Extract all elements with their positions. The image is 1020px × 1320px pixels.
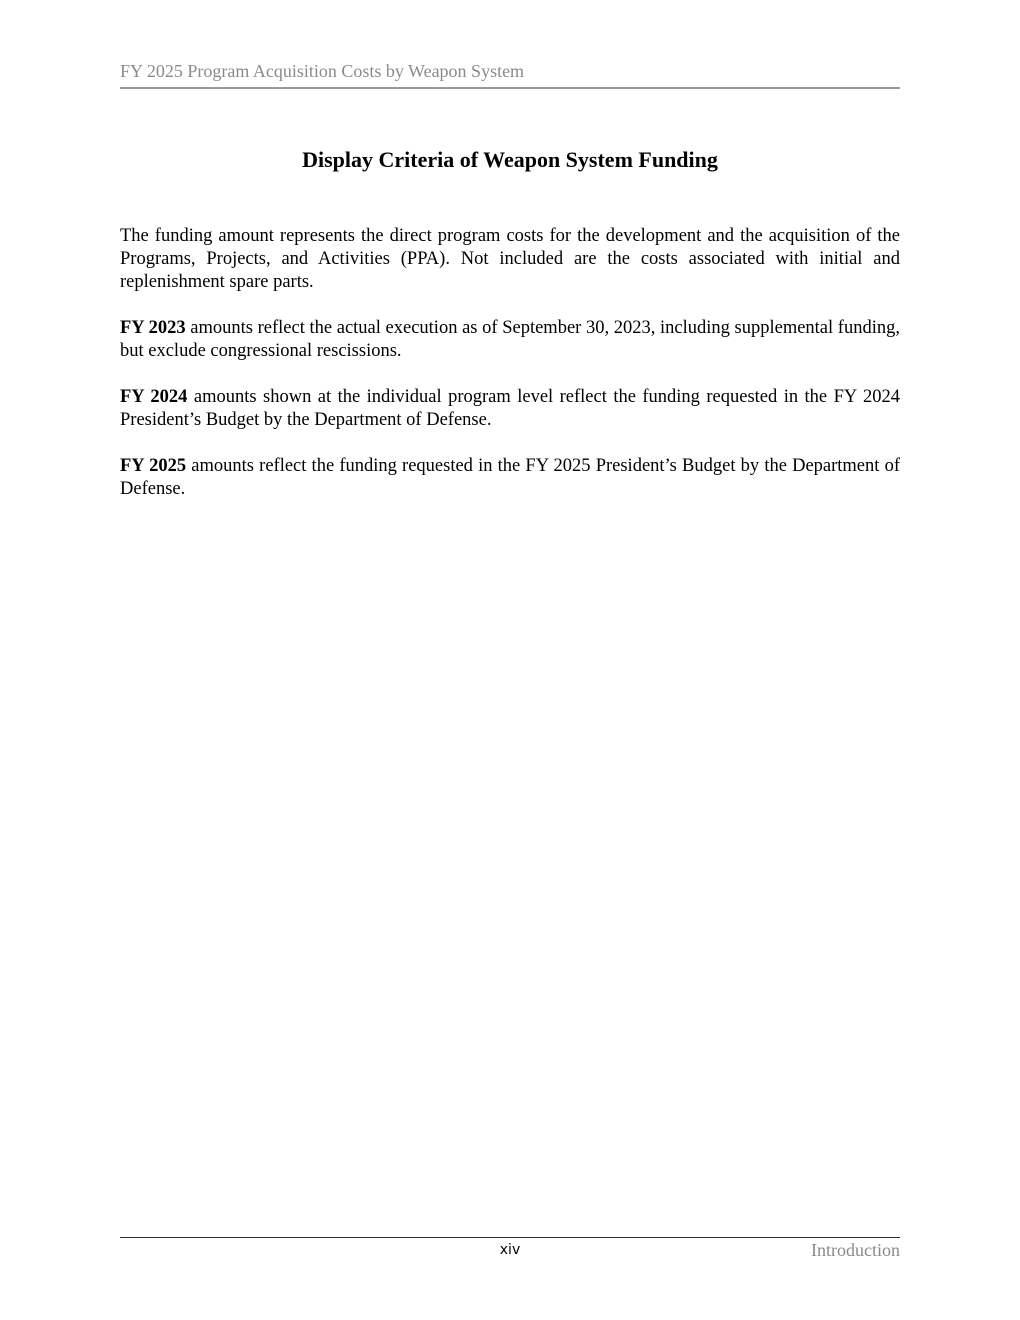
paragraph-intro bbox=[120, 225, 900, 294]
paragraph-text: amounts reflect the actual execution as of September 30, 2023, including supplemental funding, but exclude congressional rescissions. bbox=[120, 318, 900, 361]
footer-section-name: Introduction bbox=[811, 1240, 900, 1260]
page-title: Display Criteria of Weapon System Funding bbox=[302, 147, 718, 172]
page-footer bbox=[120, 1237, 900, 1268]
paragraph-lead: FY 2024 bbox=[120, 387, 188, 407]
paragraph-text: The funding amount represents the direct program costs for the development and the acquisition of the Programs, Projects, and Activities (PPA). Not included are the costs associated with initial and replenishment spare parts. bbox=[120, 226, 900, 292]
page-header bbox=[120, 60, 900, 89]
running-title: FY 2025 Program Acquisition Costs by Weapon System bbox=[120, 61, 525, 81]
paragraph-text: amounts reflect the funding requested in the FY 2025 President’s Budget by the Department of Defense. bbox=[120, 456, 900, 499]
paragraph-fy2023 bbox=[120, 317, 900, 363]
paragraph-fy2024 bbox=[120, 386, 900, 432]
paragraph-text: amounts shown at the individual program level reflect the funding requested in the FY 2024 President’s Budget by the Department of Defense. bbox=[120, 387, 900, 430]
paragraph-fy2025 bbox=[120, 455, 900, 501]
paragraph-lead: FY 2023 bbox=[120, 318, 186, 338]
paragraph-lead: FY 2025 bbox=[120, 456, 187, 476]
page-number: xiv bbox=[499, 1242, 521, 1258]
